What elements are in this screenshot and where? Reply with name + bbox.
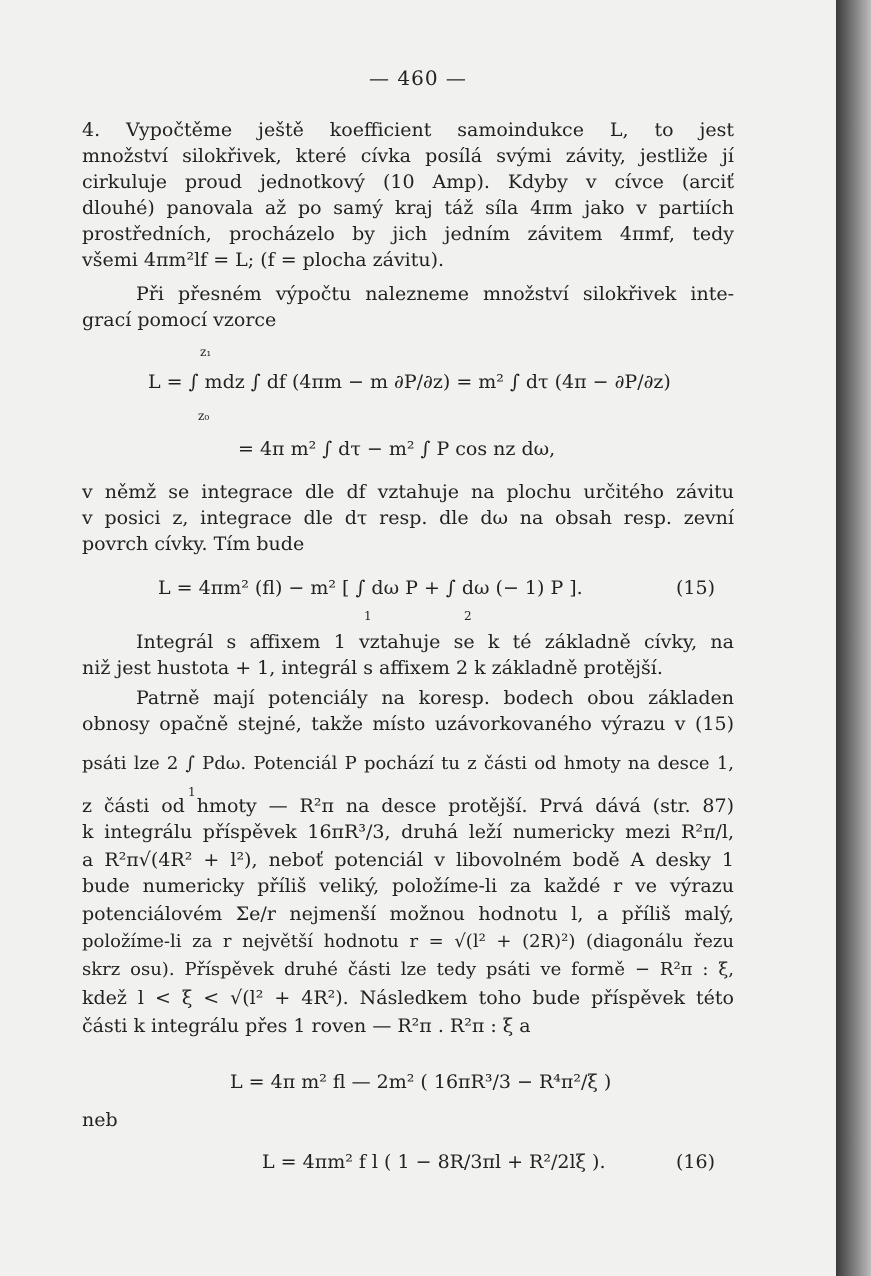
text-line: k integrálu příspěvek 16πR³/3, druhá leží numericky mezi R²π/l, (82, 821, 734, 843)
text-line: 4. Vypočtěme ještě koefficient samoindukce L, to jest (82, 119, 734, 141)
equation-1b: = 4π m² ∫ dτ − m² ∫ P cos nz dω, (238, 438, 556, 460)
integral-lower-limit: z₀ (198, 409, 210, 423)
text-line: části k integrálu přes 1 roven — R²π . R²π : ξ a (82, 1015, 531, 1037)
text-line: v posici z, integrace dle dτ resp. dle dω na obsah resp. zevní (82, 507, 734, 529)
integral-limit-2: 2 (464, 609, 472, 623)
page-number: — 460 — (369, 66, 467, 90)
text-neb: neb (82, 1109, 118, 1131)
equation-1a: L = ∫ mdz ∫ df (4πm − m ∂P/∂z) = m² ∫ dτ (4π − ∂P/∂z) (148, 371, 671, 393)
integral-limit: 1 (188, 785, 196, 799)
text-line: povrch cívky. Tím bude (82, 533, 305, 555)
text-line: kdež l < ξ < √(l² + 4R²). Následkem toho bude příspěvek této (82, 987, 734, 1009)
text-line: cirkuluje proud jednotkový (10 Amp). Kdyby v cívce (arciť (82, 171, 734, 193)
integral-upper-limit: z₁ (200, 345, 212, 359)
text-line: potenciálovém Σe/r nejmenší možnou hodnotu l, a příliš malý, (82, 903, 734, 925)
text-line: niž jest hustota + 1, integrál s affixem 2 k základně protější. (82, 657, 663, 679)
equation-number-16: (16) (676, 1151, 716, 1173)
text-line: prostředních, procházelo by jich jedním závitem 4πmf, tedy (82, 223, 734, 245)
text-line: obnosy opačně stejné, takže místo uzávorkovaného výrazu v (15) (82, 713, 734, 735)
text-line: Při přesném výpočtu nalezneme množství silokřivek inte- (136, 283, 734, 305)
text-line: množství silokřivek, které cívka posílá svými závity, jestliže jí (82, 145, 734, 167)
equation-number-15: (15) (676, 577, 716, 599)
equation-16: L = 4πm² f l ( 1 − 8R/3πl + R²/2lξ ). (262, 1151, 606, 1173)
text-line: skrz osu). Příspěvek druhé části lze tedy psáti ve formě − R²π : ξ, (82, 959, 734, 980)
text-line: psáti lze 2 ∫ Pdω. Potenciál P pochází tu z části od hmoty na desce 1, (82, 753, 734, 774)
integral-limit-1: 1 (364, 609, 372, 623)
equation-a: L = 4π m² fl — 2m² ( 16πR³/3 − R⁴π²/ξ ) (230, 1071, 612, 1093)
text-line: všemi 4πm²lf = L; (f = plocha závitu). (82, 249, 445, 271)
text-line: Patrně mají potenciály na koresp. bodech obou základen (136, 687, 734, 709)
text-line: dlouhé) panovala až po samý kraj táž síla 4πm jako v partiích (82, 197, 734, 219)
text-line: Integrál s affixem 1 vztahuje se k té základně cívky, na (136, 631, 734, 653)
text-line: položíme-li za r největší hodnotu r = √(l² + (2R)²) (diagonálu řezu (82, 931, 734, 952)
text-line: grací pomocí vzorce (82, 309, 277, 331)
text-line: a R²π√(4R² + l²), neboť potenciál v libovolném bodě A desky 1 (82, 849, 734, 871)
page-edge-shadow (836, 0, 871, 1276)
equation-15: L = 4πm² (fl) − m² [ ∫ dω P + ∫ dω (− 1) P ]. (158, 577, 583, 599)
text-line: z části od hmoty — R²π na desce protější. Prvá dává (str. 87) (82, 795, 734, 817)
text-line: bude numericky příliš veliký, položíme-li za každé r ve výrazu (82, 875, 734, 897)
text-line: v němž se integrace dle df vztahuje na plochu určitého závitu (82, 481, 734, 503)
